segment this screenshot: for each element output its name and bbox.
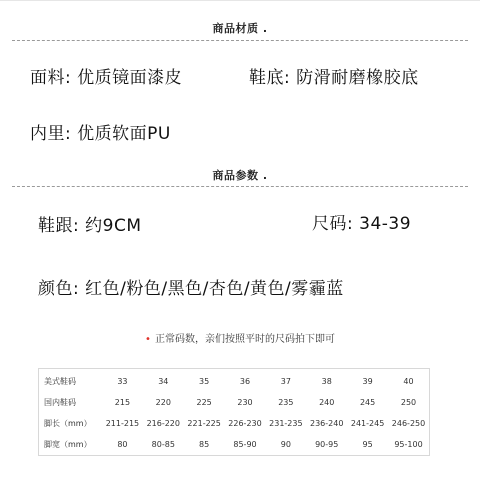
- sole-material-row: [249, 63, 419, 88]
- table-cell: 250: [400, 398, 417, 407]
- colors-value: 红色/粉色/黑色/杏色/黄色/雾霾蓝: [85, 279, 344, 299]
- table-row: [39, 369, 430, 393]
- table-row-label: 国内鞋码: [44, 398, 76, 407]
- table-row: [39, 392, 430, 413]
- note-text: 正常码数，亲们按照平时的尺码拍下即可: [154, 334, 335, 345]
- table-cell: 226-230: [228, 419, 262, 428]
- table-cell: 34: [158, 377, 169, 386]
- table-row: [39, 413, 430, 434]
- lining-material-row: [30, 119, 171, 144]
- upper-material-label: 面料:: [30, 68, 72, 88]
- size-note: [0, 330, 480, 345]
- table-cell: 211-215: [105, 419, 140, 428]
- table-cell: 231-235: [269, 419, 303, 428]
- colors-row: [38, 274, 344, 299]
- params-section-title: 商品参数 .: [212, 169, 268, 182]
- table-cell: 246-250: [391, 419, 426, 428]
- table-cell: 241-245: [350, 419, 385, 428]
- size-chart-table: [38, 368, 430, 456]
- sole-material-value: 防滑耐磨橡胶底: [296, 68, 419, 88]
- table-cell: 39: [362, 377, 373, 386]
- material-section-title: 商品材质 .: [212, 22, 268, 35]
- table-cell: 95-100: [394, 440, 423, 449]
- table-cell: 221-225: [187, 419, 221, 428]
- lining-material-value: 优质软面PU: [77, 124, 171, 144]
- table-cell: 235: [278, 398, 294, 407]
- heel-height-value: 约9CM: [85, 216, 142, 236]
- table-cell: 220: [155, 398, 171, 407]
- params-section-divider: [12, 186, 468, 187]
- table-cell: 225: [196, 398, 212, 407]
- top-divider: [0, 0, 480, 1]
- table-cell: 90-95: [315, 440, 339, 449]
- colors-label: 颜色:: [38, 279, 80, 299]
- table-row-label: 脚宽（mm）: [44, 440, 92, 449]
- table-cell: 33: [117, 377, 128, 386]
- table-cell: 230: [237, 398, 253, 407]
- table-cell: 90: [280, 440, 291, 449]
- table-cell: 35: [199, 377, 210, 386]
- table-row: [39, 434, 430, 456]
- table-cell: 80-85: [151, 440, 175, 449]
- note-bullet: •: [145, 334, 151, 345]
- table-cell: 216-220: [146, 419, 180, 428]
- sole-material-label: 鞋底:: [249, 68, 291, 88]
- size-range-label: 尺码:: [312, 214, 354, 234]
- table-cell: 245: [359, 398, 376, 407]
- table-cell: 40: [403, 377, 414, 386]
- table-cell: 80: [117, 440, 128, 449]
- table-row-label: 美式鞋码: [44, 377, 76, 386]
- heel-height-label: 鞋跟:: [38, 216, 80, 236]
- table-cell: 215: [114, 398, 131, 407]
- table-row-label: 脚长（mm）: [44, 419, 92, 428]
- table-cell: 236-240: [310, 419, 344, 428]
- upper-material-row: [30, 63, 182, 88]
- material-section-divider: [12, 40, 468, 41]
- table-cell: 240: [319, 398, 335, 407]
- table-cell: 37: [280, 377, 291, 386]
- lining-material-label: 内里:: [30, 124, 72, 144]
- size-range-row: [312, 209, 411, 234]
- heel-height-row: [38, 211, 142, 236]
- table-cell: 85: [199, 440, 210, 449]
- table-cell: 38: [321, 377, 332, 386]
- table-cell: 85-90: [233, 440, 257, 449]
- size-range-value: 34-39: [359, 214, 412, 234]
- table-cell: 95: [362, 440, 373, 449]
- upper-material-value: 优质镜面漆皮: [77, 68, 183, 88]
- table-cell: 36: [239, 377, 251, 386]
